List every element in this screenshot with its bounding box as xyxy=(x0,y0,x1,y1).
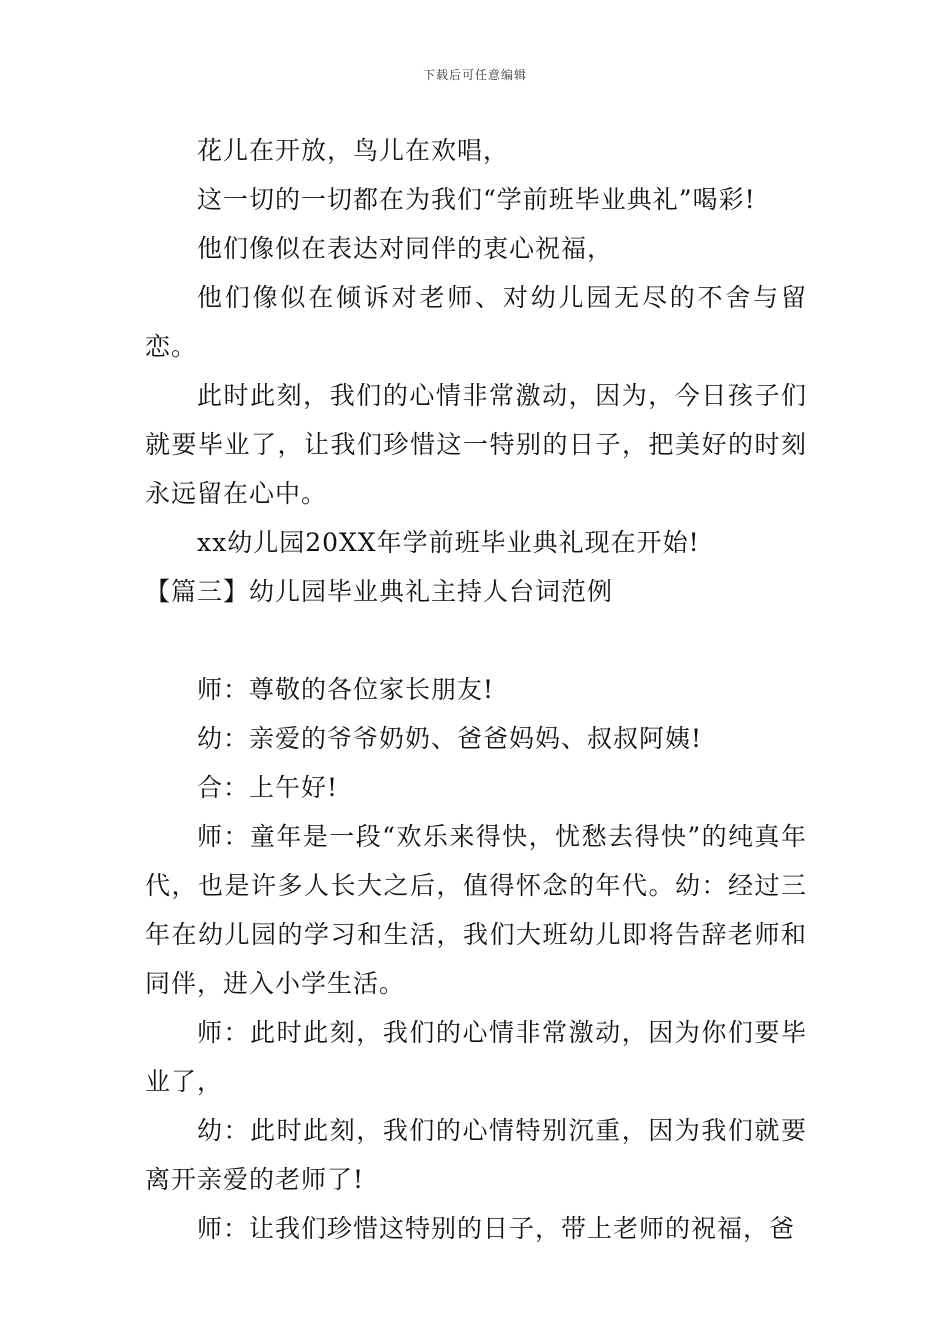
paragraph-4: 他们像似在倾诉对老师、对幼儿园无尽的不舍与留恋。 xyxy=(145,283,807,361)
paragraph-5: 此时此刻，我们的心情非常激动，因为，今日孩子们就要毕业了，让我们珍惜这一特别的日子，把美好的时刻永远留在心中。 xyxy=(145,381,807,508)
document-body xyxy=(145,126,807,1253)
blank-line xyxy=(145,616,807,665)
paragraph-12: 幼：此时此刻，我们的心情特别沉重，因为我们就要离开亲爱的老师了! xyxy=(145,1116,807,1194)
header-note: 下载后可任意编辑 xyxy=(422,68,527,82)
paragraph-9: 合：上午好! xyxy=(197,773,339,802)
paragraph-7: 师：尊敬的各位家长朋友! xyxy=(197,675,495,704)
paragraph-11: 师：此时此刻，我们的心情非常激动，因为你们要毕业了， xyxy=(145,1018,807,1096)
paragraph-1: 花儿在开放，鸟儿在欢唱， xyxy=(197,136,510,165)
paragraph-10: 师：童年是一段“欢乐来得快，忧愁去得快”的纯真年代，也是许多人长大之后，值得怀念的年代。幼：经过三年在幼儿园的学习和生活，我们大班幼儿即将告辞老师和同伴，进入小学生活。 xyxy=(145,822,807,998)
paragraph-13: 师：让我们珍惜这特别的日子，带上老师的祝福，爸 xyxy=(197,1214,796,1243)
paragraph-6: xx幼儿园20XX年学前班毕业典礼现在开始! xyxy=(197,528,700,557)
paragraph-2: 这一切的一切都在为我们“学前班毕业典礼”喝彩! xyxy=(197,185,756,214)
section-title: 【篇三】幼儿园毕业典礼主持人台词范例 xyxy=(145,577,614,606)
paragraph-3: 他们像似在表达对同伴的衷心祝福， xyxy=(197,234,614,263)
paragraph-8: 幼：亲爱的爷爷奶奶、爸爸妈妈、叔叔阿姨! xyxy=(197,724,703,753)
